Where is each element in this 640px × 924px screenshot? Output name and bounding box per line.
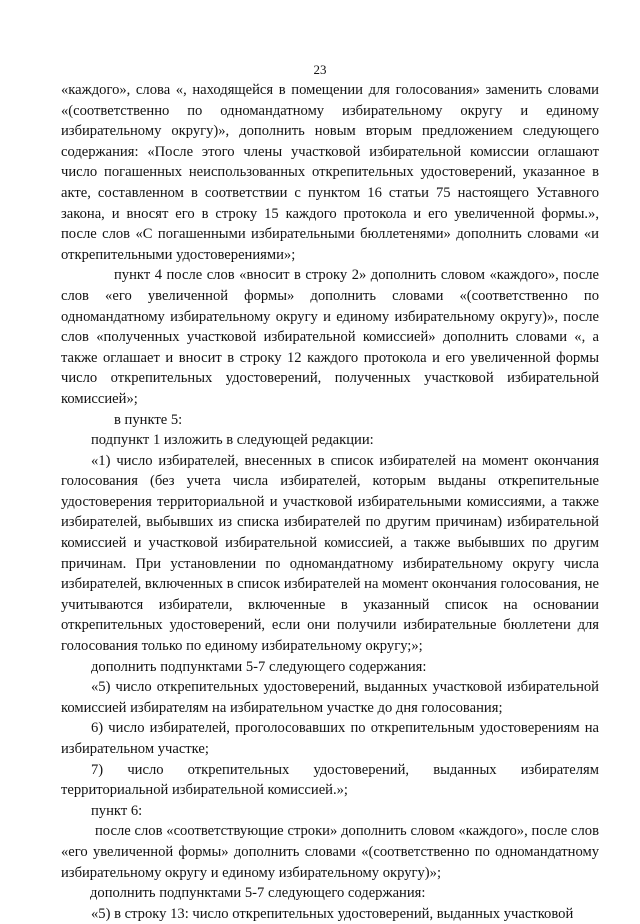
- paragraph-4: подпункт 1 изложить в следующей редакции:: [91, 432, 374, 449]
- paragraph-13: «5) в строку 13: число открепительных удостоверений, выданных участковой: [91, 905, 574, 922]
- paragraph-6: дополнить подпунктами 5-7 следующего содержания:: [91, 658, 427, 675]
- paragraph-5: «1) число избирателей, внесенных в список избирателей на момент окончания голосования (без учета числа избирателей, которым выданы открепительные удостоверения территориальной и участковой избирательными комиссиями, а также избирателей, выбывших из списка избирателей по другим причинам) избирательной комиссией и участковой избирательной комиссией, а также выбывших по другим причинам. При установлении по одномандатному избирательному округу числа избирателей, включенных в список избирателей на момент окончания голосования, не учитываются избиратели, включенные в указанный список на основании открепительных удостоверений, если они получили избирательные бюллетени для голосования только по единому избирательному округу;»;: [61, 452, 599, 655]
- paragraph-1: «каждого», слова «, находящейся в помещении для голосования» заменить словами «(соответственно по одномандатному избирательному округу и единому избирательному округу)», дополнить новым вторым предложением следующего содержания: «После этого члены участковой избирательной комиссии оглашают число погашенных неиспользованных открепительных удостоверений, указанное в акте, составленном в соответствии с пунктом 16 статьи 75 настоящего Уставного закона, и вносят его в строку 15 каждого протокола и его увеличенной формы.», после слов «С погашенными избирательными бюллетенями» дополнить словами «и открепительными удостоверениями»;: [61, 82, 599, 263]
- paragraph-9: 7) число открепительных удостоверений, выданных избирателям территориальной избирательной комиссией.»;: [61, 761, 599, 799]
- paragraph-3: в пункте 5:: [114, 411, 183, 428]
- paragraph-10: пункт 6:: [91, 802, 143, 819]
- page-number: 23: [313, 62, 327, 77]
- paragraph-2: пункт 4 после слов «вносит в строку 2» дополнить словом «каждого», после слов «его увеличенной формы» дополнить словами «(соответственно по одномандатному избирательному округу и единому избирательному округу)», после слов «полученных участковой избирательной комиссией» дополнить словами «, а также оглашает и вносит в строку 12 каждого протокола и его увеличенной формы число открепительных удостоверений, полученных участковой избирательной комиссией»;: [61, 267, 599, 407]
- paragraph-7: «5) число открепительных удостоверений, выданных участковой избирательной комиссией избирателям на избирательном участке до дня голосования;: [61, 679, 599, 716]
- paragraph-12: дополнить подпунктами 5-7 следующего содержания:: [90, 885, 426, 902]
- document-body: [61, 80, 599, 924]
- paragraph-8: 6) число избирателей, проголосовавших по открепительным удостоверениям на избирательном участке;: [61, 720, 599, 757]
- paragraph-11: после слов «соответствующие строки» дополнить словом «каждого», после слов «его увеличенной формы» дополнить словами «(соответственно по одномандатному избирательному округу и единому избирательному округу)»;: [61, 823, 599, 881]
